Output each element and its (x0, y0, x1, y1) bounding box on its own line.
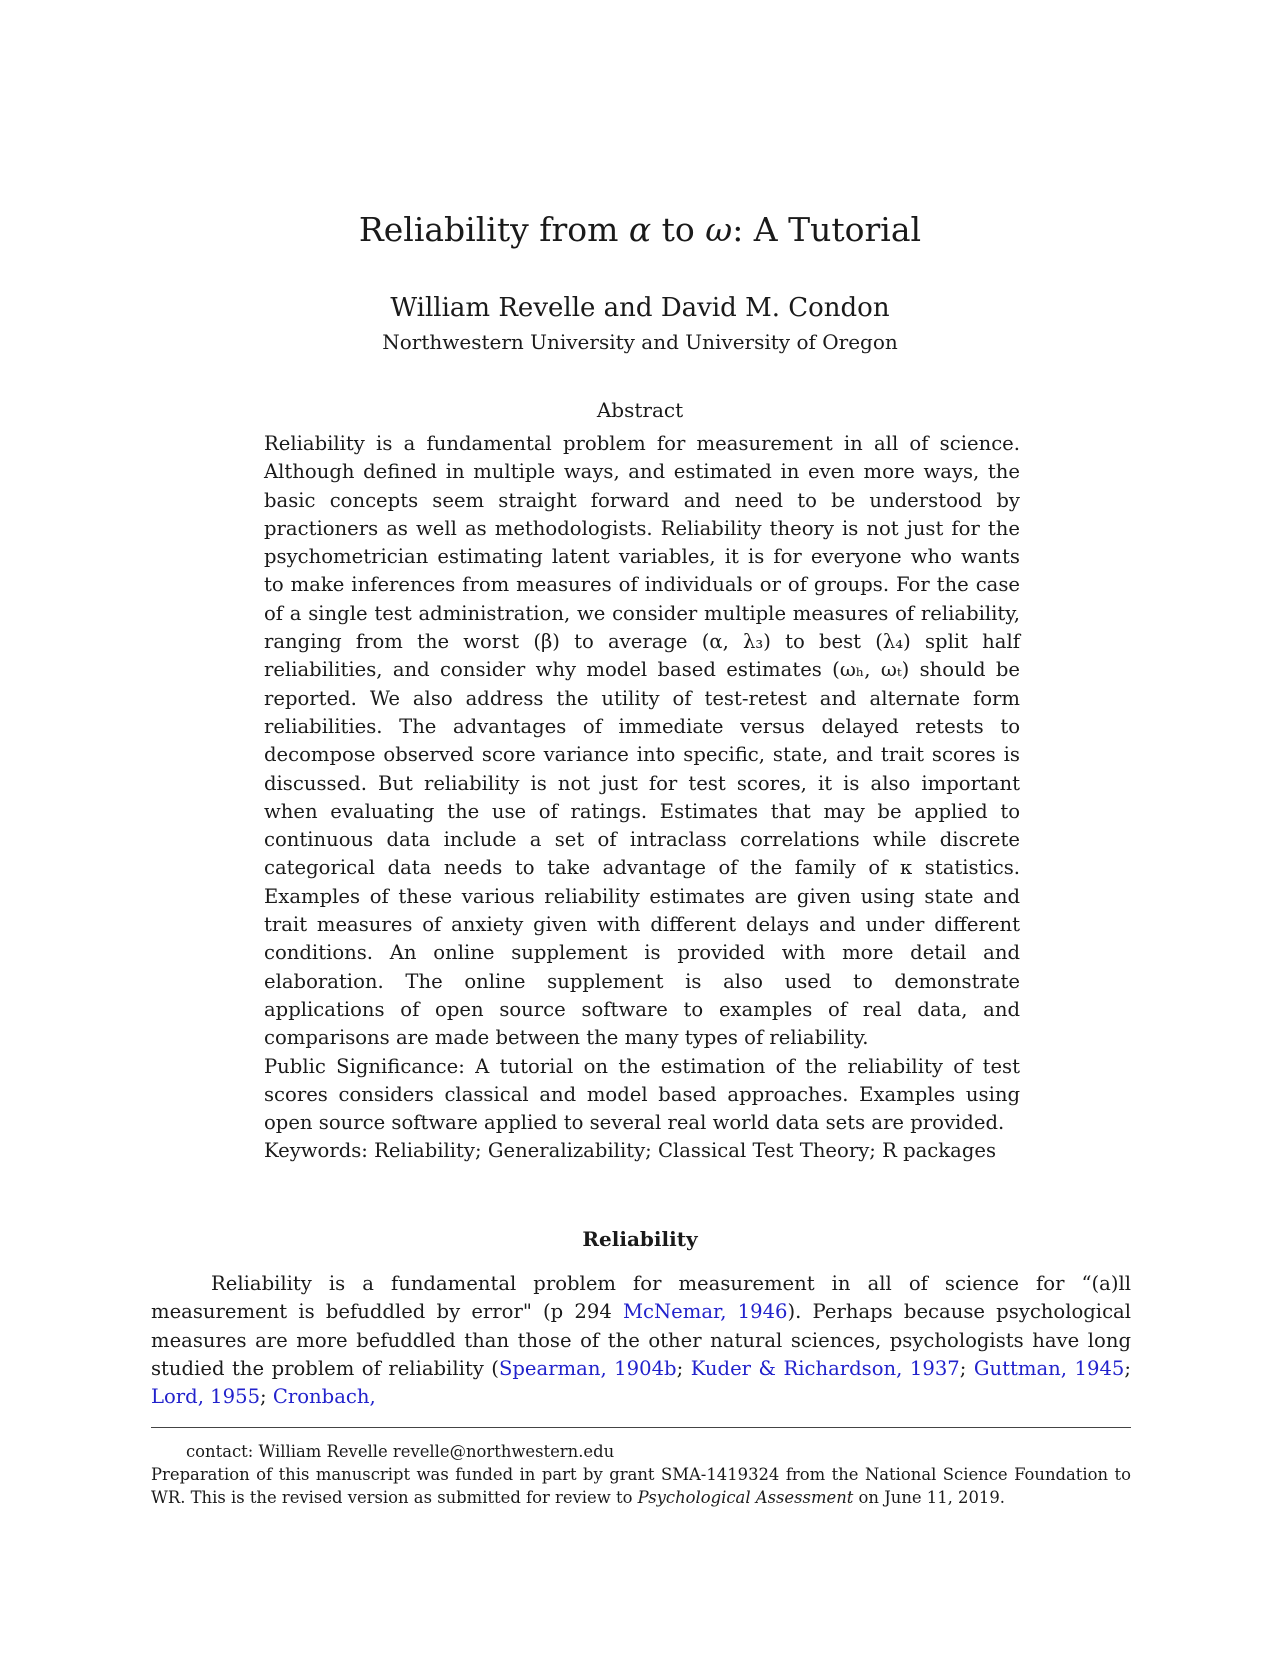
footnote-divider (151, 1427, 1131, 1428)
footnote-contact: contact: William Revelle revelle@northwestern.edu (186, 1442, 615, 1461)
paragraph-text: ). Perhaps because psychological measures are more befuddled than those of the other natural sciences, psychologists have long studied the problem of reliability ( (151, 1300, 1131, 1380)
title-omega-symbol: ω (705, 210, 733, 249)
journal-name: Psychological Assessment (637, 1488, 854, 1507)
title-alpha-symbol: α (628, 210, 652, 249)
funding-text: Preparation of this manuscript was funded in part by grant SMA-1419324 from the National Science Foundation to WR. This is the revised version as submitted for review to (151, 1465, 1131, 1507)
affiliation: Northwestern University and University of Oregon (382, 330, 898, 354)
abstract-heading: Abstract (596, 398, 684, 422)
citation-link[interactable]: Kuder & Richardson, 1937 (690, 1356, 960, 1380)
title-middle: to (651, 210, 706, 249)
abstract-text: Reliability is a fundamental problem for measurement in all of science. Although defined in multiple ways, and estimated in even more ways, the basic concepts seem straight forward and need to be understood by practioners as well as methodologists. Reliability theory is not just for the psychometrician estimating latent variables, it is for everyone who wants to make inferences from measures of individuals or of groups. For the case of a single test administration, we consider multiple measures of reliability, ranging from the worst (β) to average (α, λ₃) to best (λ₄) split half reliabilities, and consider why model based estimates (ωₕ, ωₜ) should be reported. We also address the utility of test-retest and alternate form reliabilities. The advantages of immediate versus delayed retests to decompose observed score variance into specific, state, and trait scores is discussed. But reliability is not just for test scores, it is also important when evaluating the use of ratings. Estimates that may be applied to continuous data include a set of intraclass correlations while discrete categorical data needs to take advantage of the family of κ statistics. Examples of these various reliability estimates are given using state and trait measures of anxiety given with different delays and under different conditions. An online supplement is provided with more detail and elaboration. The online supplement is also used to demonstrate applications of open source software to examples of real data, and comparisons are made between the many types of reliability. (264, 432, 1020, 1050)
title-suffix: : A Tutorial (732, 210, 922, 249)
citation-link[interactable]: Guttman, 1945 (973, 1356, 1125, 1380)
footnote (151, 1440, 1131, 1509)
section-paragraph (151, 1270, 1131, 1411)
abstract (264, 430, 1020, 1166)
citation-separator: ; (676, 1356, 691, 1380)
citation-separator: ; (260, 1385, 273, 1409)
paragraph-text: Reliability is a fundamental problem for measurement in all of science for “(a)ll measurement is befuddled by error" (p 294 (151, 1272, 1131, 1324)
paper-title (0, 210, 1280, 249)
public-significance: Public Significance: A tutorial on the estimation of the reliability of test scores considers classical and model based approaches. Examples using open source software applied to several real world data sets are provided. (264, 1054, 1020, 1135)
footnote-funding (151, 1463, 1131, 1509)
authors: William Revelle and David M. Condon (390, 293, 890, 323)
citation-separator: ; (959, 1356, 974, 1380)
title-prefix: Reliability from (358, 210, 629, 249)
section-heading: Reliability (582, 1227, 698, 1251)
citation-link[interactable]: McNemar, 1946 (622, 1300, 788, 1324)
citation-link[interactable]: Lord, 1955 (151, 1385, 261, 1409)
citation-link[interactable]: Cronbach, (272, 1385, 376, 1409)
citation-link[interactable]: Spearman, 1904b (498, 1356, 677, 1380)
citation-separator: ; (1124, 1356, 1131, 1380)
funding-date: on June 11, 2019. (853, 1488, 1005, 1507)
keywords: Keywords: Reliability; Generalizability; Classical Test Theory; R packages (264, 1139, 997, 1163)
